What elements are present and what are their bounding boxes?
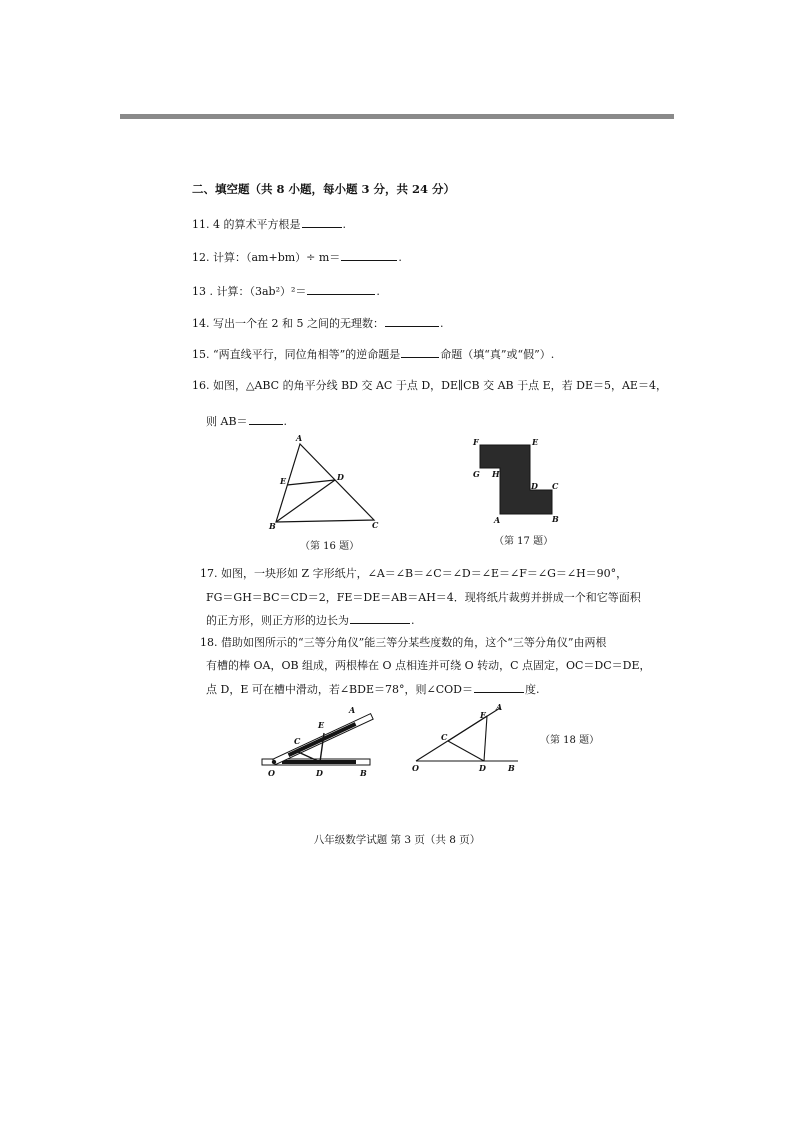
q16-answer-blank[interactable] — [249, 415, 283, 425]
question-15 — [192, 348, 554, 360]
question-13 — [192, 285, 380, 297]
fig17-label-c: C — [552, 481, 559, 491]
fig18a-label-d: D — [316, 768, 323, 778]
q13-text: 13 . 计算：（3ab²）²＝ — [192, 285, 307, 298]
q13-answer-blank[interactable] — [307, 285, 375, 295]
fig18b-label-d: D — [479, 763, 486, 773]
z-shape-paper — [480, 445, 552, 514]
question-11 — [192, 218, 346, 230]
q16-text: 则 AB＝ — [206, 415, 248, 428]
q18-text: 点 D，E 可在槽中滑动，若∠BDE＝78°，则∠COD＝ — [206, 683, 473, 696]
fig18b-label-b: B — [508, 763, 515, 773]
figure-16-caption: （第 16 题） — [300, 541, 360, 552]
fig17-label-d: D — [531, 481, 538, 491]
q15-answer-blank[interactable] — [401, 348, 439, 358]
q18-answer-blank[interactable] — [474, 683, 524, 693]
question-12 — [192, 251, 402, 263]
figure-18-diagram — [408, 702, 526, 778]
page-footer: 八年级数学试题 第 3 页（共 8 页） — [313, 834, 481, 846]
q12-end: . — [398, 251, 402, 264]
fig18a-label-c: C — [294, 736, 301, 746]
fig16-label-c: C — [372, 520, 379, 530]
fig18b-label-a: A — [496, 702, 503, 712]
q17-answer-blank[interactable] — [350, 614, 410, 624]
fig16-label-d: D — [337, 472, 344, 482]
question-17-line-2: FG＝GH＝BC＝CD＝2，FE＝DE＝AB＝AH＝4．现将纸片裁剪并拼成一个和它等面积 — [206, 591, 641, 604]
q16-end: . — [283, 415, 288, 428]
figure-17-z-shape — [468, 436, 568, 528]
question-17-line-3 — [206, 614, 415, 626]
fig17-label-h: H — [492, 469, 500, 479]
segment-de — [287, 480, 335, 485]
question-18-line-1: 18. 借助如图所示的“三等分角仪”能三等分某些度数的角，这个“三等分角仪”由两根 — [200, 636, 607, 649]
q13-end: . — [376, 285, 380, 298]
question-17-line-1: 17. 如图，一块形如 Z 字形纸片，∠A＝∠B＝∠C＝∠D＝∠E＝∠F＝∠G＝∠H＝90°， — [200, 567, 628, 580]
q18-end: 度. — [524, 683, 540, 696]
fig18b-label-c: C — [441, 732, 448, 742]
figure-18-trisector-device — [254, 700, 384, 782]
fig17-label-e: E — [532, 437, 539, 447]
q17-end: . — [411, 614, 415, 627]
figure-17-caption: （第 17 题） — [494, 536, 554, 547]
pivot-o — [272, 760, 276, 764]
fig18a-label-o: O — [268, 768, 275, 778]
q11-text: 11. 4 的算术平方根是 — [192, 218, 301, 231]
fig16-label-a: A — [296, 433, 303, 443]
top-rule — [120, 114, 674, 119]
q17-text: 的正方形，则正方形的边长为 — [206, 614, 349, 627]
fig18b-label-e: E — [480, 710, 487, 720]
segment-de-18 — [484, 716, 487, 761]
q14-text: 14. 写出一个在 2 和 5 之间的无理数： — [192, 317, 384, 330]
fig17-label-b: B — [552, 514, 559, 524]
fig16-label-b: B — [269, 521, 276, 531]
question-16-line-2 — [206, 415, 287, 427]
segment-cd — [448, 741, 484, 761]
fig18a-label-a: A — [349, 705, 356, 715]
triangle-abc — [276, 444, 374, 522]
question-18-line-2: 有槽的棒 OA，OB 组成，两根棒在 O 点相连并可绕 O 转动，C 点固定，OC＝DC＝DE， — [206, 659, 651, 672]
section-title: 二、填空题（共 8 小题，每小题 3 分，共 24 分） — [192, 182, 456, 196]
fig17-label-a: A — [494, 515, 501, 525]
question-18-line-3 — [206, 683, 539, 695]
question-16-line-1: 16. 如图，△ABC 的角平分线 BD 交 AC 于点 D，DE∥CB 交 AB 于点 E，若 DE＝5，AE＝4， — [192, 379, 667, 392]
q15-text: 15. “两直线平行，同位角相等”的逆命题是 — [192, 348, 401, 361]
fig18b-label-o: O — [412, 763, 419, 773]
q11-end: . — [342, 218, 346, 231]
question-14 — [192, 317, 443, 329]
figure-16-triangle — [266, 432, 386, 532]
fig18a-label-b: B — [360, 768, 367, 778]
fig16-label-e: E — [280, 476, 287, 486]
fig17-label-f: F — [473, 437, 479, 447]
q12-text: 12. 计算：（am+bm）÷ m＝ — [192, 251, 341, 264]
fig17-label-g: G — [473, 469, 480, 479]
fig18a-label-e: E — [318, 720, 325, 730]
q11-answer-blank[interactable] — [302, 218, 342, 228]
q12-answer-blank[interactable] — [341, 251, 397, 261]
q14-answer-blank[interactable] — [385, 317, 439, 327]
q15-end: 命题（填“真”或“假”）. — [440, 348, 555, 361]
q14-end: . — [439, 317, 444, 330]
figure-18-caption: （第 18 题） — [540, 735, 600, 746]
bisector-bd — [276, 480, 335, 522]
